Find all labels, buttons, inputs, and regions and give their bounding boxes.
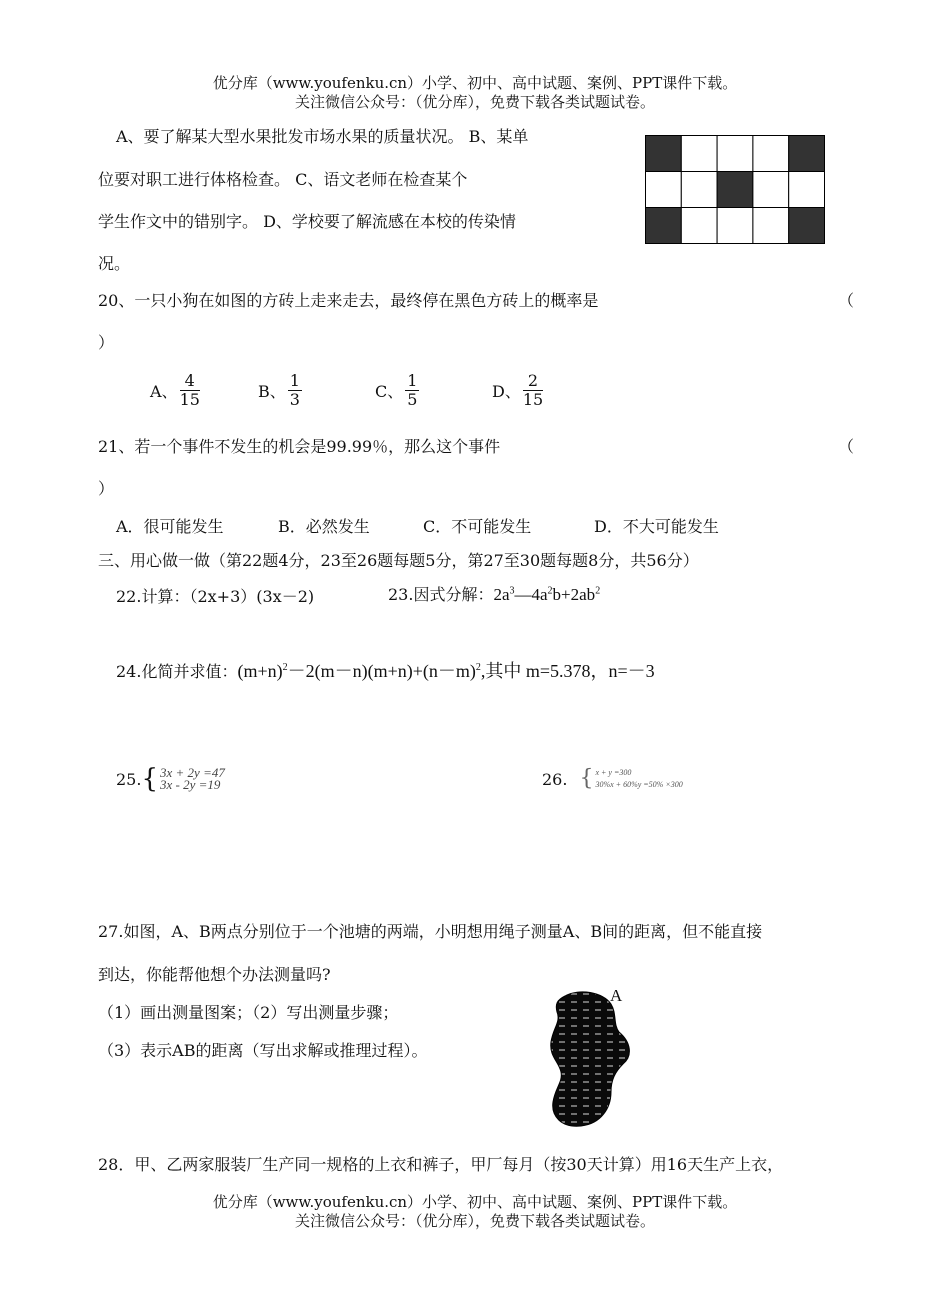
q21-option-b: B．必然发生 — [278, 517, 370, 536]
q20-option-b-fraction — [288, 372, 302, 409]
pond-shape — [551, 992, 630, 1126]
q19-option-line-2: 位要对职工进行体格检查。 C、语文老师在检查某个 — [98, 170, 468, 189]
q24-part-2: －2(m－n)(m+n)+(n－m) — [287, 661, 476, 681]
q23-label: 23.因式分解： — [388, 585, 494, 604]
q20-option-c-fraction — [405, 372, 419, 409]
black-tile — [789, 136, 825, 172]
q20-option-a-label: A、 — [150, 382, 178, 401]
white-tile — [753, 172, 789, 208]
q20-option-d-label: D、 — [492, 382, 521, 401]
white-tile — [753, 208, 789, 244]
q25-eq-2: 3x - 2y =19 — [160, 777, 221, 792]
q20-paren-close: ） — [98, 333, 115, 352]
q25 — [116, 766, 225, 792]
black-tile — [789, 208, 825, 244]
tile-grid-figure — [645, 135, 825, 244]
white-tile — [789, 172, 825, 208]
q21-paren-open: （ — [838, 437, 855, 456]
q21-stem: 21、若一个事件不发生的机会是99.99％，那么这个事件 — [98, 437, 501, 456]
q23-expression — [493, 585, 600, 604]
q26-equations — [595, 767, 682, 791]
q24-label: 24.化简并求值： — [116, 662, 238, 681]
q19-option-line-3: 学生作文中的错别字。 D、学校要了解流感在本校的传染情 — [98, 212, 516, 231]
q22-label: 22.计算： — [116, 587, 190, 606]
black-tile — [646, 208, 682, 244]
q26-brace: { — [579, 766, 594, 791]
header-line-1: 优分库（www.youfenku.cn）小学、初中、高中试题、案例、PPT课件下载。 — [212, 74, 738, 92]
q24-exp-1: 2 — [282, 662, 288, 673]
footer-line-1: 优分库（www.youfenku.cn）小学、初中、高中试题、案例、PPT课件下载。 — [212, 1193, 738, 1211]
white-tile — [717, 208, 753, 244]
header-line-2: 关注微信公众号：（优分库），免费下载各类试题试卷。 — [294, 93, 655, 111]
white-tile — [753, 136, 789, 172]
q25-equations — [160, 767, 225, 791]
q23 — [388, 582, 600, 605]
white-tile — [646, 172, 682, 208]
pond-figure — [545, 990, 640, 1130]
q21-option-a: A．很可能发生 — [116, 517, 224, 536]
q20-option-d-num: 2 — [523, 372, 543, 391]
q20-option-c-label: C、 — [375, 382, 404, 401]
q20-option-b — [258, 372, 304, 409]
q20-option-b-num: 1 — [289, 371, 300, 390]
q21-paren-close: ） — [98, 479, 115, 498]
q20-option-a-fraction — [180, 372, 200, 409]
q23-term-3: b+2ab — [552, 585, 596, 604]
q20-option-b-den: 3 — [289, 390, 300, 409]
q22 — [116, 584, 314, 607]
q25-label: 25. — [116, 769, 142, 789]
q20-option-a-den: 15 — [179, 390, 200, 409]
q20-paren-open: （ — [838, 291, 855, 310]
q24 — [116, 657, 655, 683]
q26-eq-2: 30%x + 60%y =50% ×300 — [595, 780, 683, 789]
q20-option-a-num: 4 — [180, 372, 200, 391]
white-tile — [681, 208, 717, 244]
q25-eq-1: 3x + 2y =47 — [160, 765, 225, 780]
q27-line-1: 27.如图，A、B两点分别位于一个池塘的两端，小明想用绳子测量A、B间的距离，但不能直接 — [98, 922, 763, 941]
q21-option-c: C．不可能发生 — [423, 517, 532, 536]
q20-stem: 20、一只小狗在如图的方砖上走来走去，最终停在黑色方砖上的概率是 — [98, 291, 599, 310]
white-tile — [681, 136, 717, 172]
q24-part-1: (m+n) — [237, 661, 283, 681]
q21-option-d: D．不大可能发生 — [594, 517, 719, 536]
q19-option-line-4: 况。 — [98, 254, 131, 273]
q25-brace: { — [141, 764, 158, 794]
q26 — [542, 766, 683, 792]
q23-term-2: —4a — [514, 585, 548, 604]
q20-option-d-fraction — [523, 372, 543, 409]
q24-part-3: ,其中 m=5.378，n=－3 — [480, 661, 655, 681]
q19-option-line-1: A、要了解某大型水果批发市场水果的质量状况。 B、某单 — [116, 127, 529, 146]
q27-line-3: （1）画出测量图案；（2）写出测量步骤； — [98, 1003, 399, 1022]
black-tile — [646, 136, 682, 172]
footer-line-2: 关注微信公众号：（优分库），免费下载各类试题试卷。 — [294, 1212, 655, 1230]
q27-line-4: （3）表示AB的距离（写出求解或推理过程）。 — [98, 1041, 428, 1060]
pond-point-a-label: A — [610, 986, 623, 1005]
q23-term-1: 2a — [493, 585, 510, 604]
q24-exp-2: 2 — [475, 662, 481, 673]
q20-option-c — [375, 372, 421, 409]
q20-option-c-num: 1 — [407, 371, 418, 390]
q26-label: 26. — [542, 769, 568, 789]
q20-option-c-den: 5 — [407, 390, 418, 409]
white-tile — [681, 172, 717, 208]
q20-option-d — [492, 372, 545, 409]
q22-expression: （2x+3）(3x－2) — [189, 587, 315, 606]
q23-exp-3: 2 — [595, 585, 601, 597]
q26-eq-1: x + y =300 — [595, 768, 632, 777]
section-3-title: 三、用心做一做（第22题4分，23至26题每题5分，第27至30题每题8分，共56分） — [98, 551, 699, 570]
q20-option-d-den: 15 — [522, 390, 544, 409]
q28-line-1: 28．甲、乙两家服装厂生产同一规格的上衣和裤子，甲厂每月（按30天计算）用16天生产上衣， — [98, 1155, 784, 1174]
q23-exp-2: 2 — [547, 585, 553, 597]
white-tile — [717, 136, 753, 172]
q20-option-b-label: B、 — [258, 382, 286, 401]
q20-option-a — [150, 372, 202, 409]
q24-expression — [237, 661, 654, 681]
black-tile — [717, 172, 753, 208]
q23-exp-1: 3 — [509, 585, 515, 597]
q27-line-2: 到达，你能帮他想个办法测量吗? — [98, 965, 331, 984]
